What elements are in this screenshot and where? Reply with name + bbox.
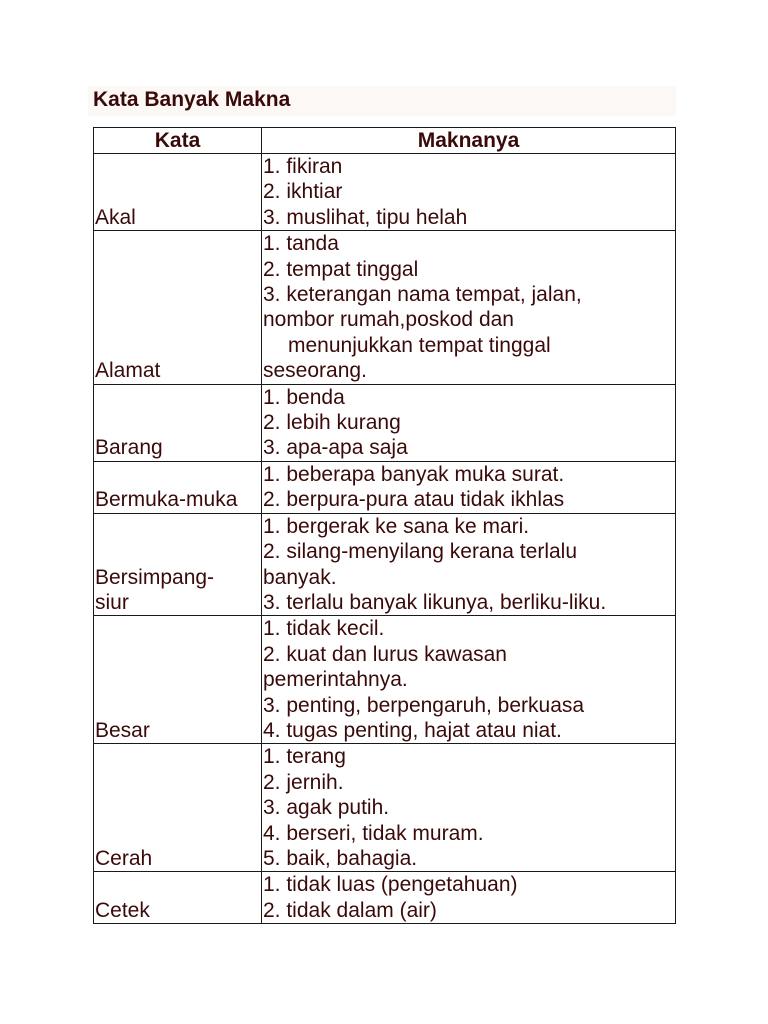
meaning-line: menunjukkan tempat tinggal — [288, 333, 551, 357]
meaning-line: 2. kuat dan lurus kawasan — [263, 642, 507, 666]
word-meaning-table — [93, 127, 676, 924]
meaning-line: 2. tidak dalam (air) — [263, 898, 437, 922]
table-row — [94, 461, 676, 513]
meaning-line: 1. bergerak ke sana ke mari. — [263, 514, 530, 538]
meaning-line: 3. keterangan nama tempat, jalan, — [263, 283, 582, 307]
meaning-line: 3. penting, berpengaruh, berkuasa — [263, 693, 585, 717]
word-text: Bersimpang- — [95, 565, 215, 589]
table-row — [94, 513, 676, 616]
word-cell — [94, 872, 262, 924]
meaning-line: seseorang. — [263, 359, 367, 383]
header-kata: Kata — [94, 128, 262, 154]
meaning-cell — [262, 231, 676, 384]
word-text: Barang — [95, 436, 163, 460]
header-maknanya: Maknanya — [262, 128, 676, 154]
meaning-line: banyak. — [263, 565, 337, 589]
table-row — [94, 231, 676, 384]
meaning-line: 4. berseri, tidak muram. — [263, 821, 484, 845]
meaning-cell — [262, 461, 676, 513]
word-text: Cerah — [95, 846, 153, 870]
meaning-line: 2. ikhtiar — [263, 180, 343, 204]
word-text: Cetek — [95, 898, 150, 922]
meaning-line: 3. muslihat, tipu helah — [263, 205, 468, 229]
word-text: siur — [95, 590, 129, 614]
word-text: Akal — [95, 205, 136, 229]
page-title: Kata Banyak Makna — [93, 88, 291, 111]
table-row — [94, 384, 676, 461]
meaning-cell — [262, 744, 676, 872]
meaning-cell — [262, 384, 676, 461]
word-cell — [94, 384, 262, 461]
table-row — [94, 616, 676, 744]
meaning-line: 3. apa-apa saja — [263, 436, 408, 460]
meaning-line: 1. tidak kecil. — [263, 617, 385, 641]
word-cell — [94, 513, 262, 616]
meaning-line: 3. agak putih. — [263, 796, 390, 820]
meaning-line: 2. berpura-pura atau tidak ikhlas — [263, 488, 565, 512]
meaning-line: 1. benda — [263, 385, 345, 409]
word-cell — [94, 154, 262, 231]
word-text: Bermuka-muka — [95, 488, 238, 512]
table-row — [94, 744, 676, 872]
meaning-line: 2. lebih kurang — [263, 411, 401, 435]
word-text: Alamat — [95, 359, 161, 383]
meaning-line: nombor rumah,poskod dan — [263, 308, 514, 332]
meaning-line: 1. tidak luas (pengetahuan) — [263, 873, 518, 897]
word-cell — [94, 616, 262, 744]
word-cell — [94, 231, 262, 384]
meaning-cell — [262, 154, 676, 231]
meaning-line: 1. fikiran — [263, 155, 343, 178]
meaning-line: 4. tugas penting, hajat atau niat. — [263, 718, 562, 742]
table-row — [94, 154, 676, 231]
word-cell — [94, 744, 262, 872]
meaning-line: 5. baik, bahagia. — [263, 846, 418, 870]
meaning-line: 2. silang-menyilang kerana terlalu — [263, 540, 578, 564]
meaning-line: 2. tempat tinggal — [263, 257, 419, 281]
meaning-cell — [262, 872, 676, 924]
meaning-line: 1. tanda — [263, 232, 339, 256]
word-cell — [94, 461, 262, 513]
table-body — [94, 154, 676, 924]
meaning-line: 2. jernih. — [263, 770, 344, 794]
meaning-line: pemerintahnya. — [263, 668, 408, 692]
word-text: Besar — [95, 718, 150, 742]
table-row — [94, 872, 676, 924]
meaning-line: 1. terang — [263, 745, 346, 769]
meaning-line: 3. terlalu banyak likunya, berliku-liku. — [263, 590, 607, 614]
meaning-line: 1. beberapa banyak muka surat. — [263, 462, 565, 486]
meaning-cell — [262, 616, 676, 744]
meaning-cell — [262, 513, 676, 616]
table-header-row — [94, 128, 676, 154]
